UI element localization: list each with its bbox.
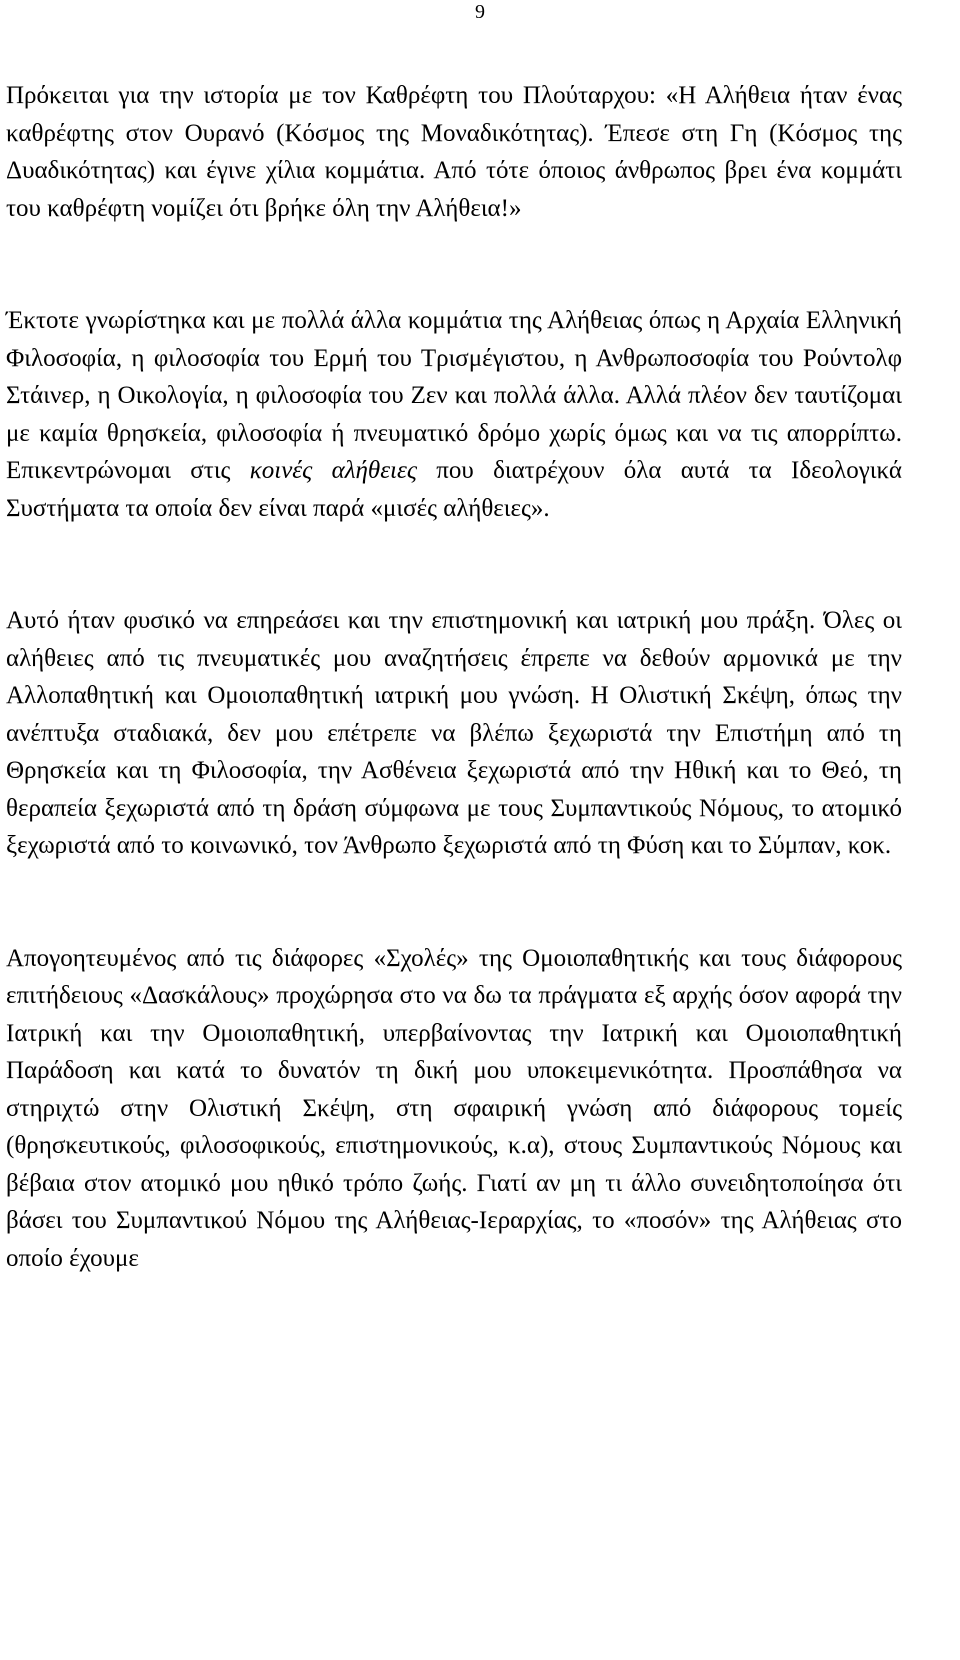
paragraph-1: Πρόκειται για την ιστορία με τον Καθρέφτη του Πλούταρχου: «Η Αλήθεια ήταν ένας καθρέφτης στον Ουρανό (Κόσμος της Μοναδικότητας). Έπεσε στη Γη (Κόσμος της Δυαδικότητας) και έγινε χίλια κομμάτια. Από τότε όποιος άνθρωπος βρει ένα κομμάτι του καθρέφτη νομίζει ότι βρήκε όλη την Αλήθεια!»	[6, 82, 902, 222]
page-body	[6, 77, 902, 1277]
paragraph-2-text-before: Έκτοτε γνωρίστηκα και με πολλά άλλα κομμάτια της Αλήθειας όπως η Αρχαία Ελληνική Φιλοσοφία, η φιλοσοφία του Ερμή του Τρισμέγιστου, η Ανθρωποσοφία του Ρούντολφ Στάινερ, η Οικολογία, η φιλοσοφία του Ζεν και πολλά άλλα. Αλλά πλέον δεν ταυτίζομαι με καμία θρησκεία, φιλοσοφία ή πνευματικό δρόμο χωρίς όμως και να τις απορρίπτω. Επικεντρώνομαι στις	[6, 307, 902, 484]
paragraph-4: Απογοητευμένος από τις διάφορες «Σχολές» της Ομοιοπαθητικής και τους διάφορους επιτήδειους «Δασκάλους» προχώρησα στο να δω τα πράγματα εξ αρχής όσον αφορά την Ιατρική και την Ομοιοπαθητική, υπερβαίνοντας την Ιατρική και Ομοιοπαθητική Παράδοση και κατά το δυνατόν τη δική μου υποκειμενικότητα. Προσπάθησα να στηριχτώ στην Ολιστική Σκέψη, στη σφαιρική γνώση από διάφορους τομείς (θρησκευτικούς, φιλοσοφικούς, επιστημονικούς, κ.α), στους Συμπαντικούς Νόμους και βέβαια στον ατομικό μου ηθικό τρόπο ζωής. Γιατί αν μη τι άλλο συνειδητοποίησα ότι βάσει του Συμπαντικού Νόμου της Αλήθειας-Ιεραρχίας, το «ποσόν» της Αλήθειας στο οποίο έχουμε	[6, 944, 902, 1272]
paragraph-2-emphasis: κοινές αλήθειες	[249, 457, 417, 484]
paragraph-3: Αυτό ήταν φυσικό να επηρεάσει και την επιστημονική και ιατρική μου πράξη. Όλες οι αλήθειες από τις πνευματικές μου αναζητήσεις έπρεπε να δεθούν αρμονικά με την Αλλοπαθητική και Ομοιοπαθητική ιατρική μου γνώση. Η Ολιστική Σκέψη, όπως την ανέπτυξα σταδιακά, δεν μου επέτρεπε να βλέπω ξεχωριστά την Επιστήμη από τη Θρησκεία και τη Φιλοσοφία, την Ασθένεια ξεχωριστά από την Ηθική και το Θεό, τη θεραπεία ξεχωριστά από τη δράση σύμφωνα με τους Συμπαντικούς Νόμους, το ατομικό ξεχωριστά από το κοινωνικό, τον Άνθρωπο ξεχωριστά από τη Φύση και το Σύμπαν, κοκ.	[6, 607, 902, 859]
paragraph-2-text-after: που διατρέχουν όλα αυτά τα Ιδεολογικά Συστήματα τα οποία δεν είναι παρά «μισές αλήθειες».	[6, 457, 902, 522]
paragraph-2	[6, 302, 902, 527]
page-number: 9	[475, 1, 485, 23]
